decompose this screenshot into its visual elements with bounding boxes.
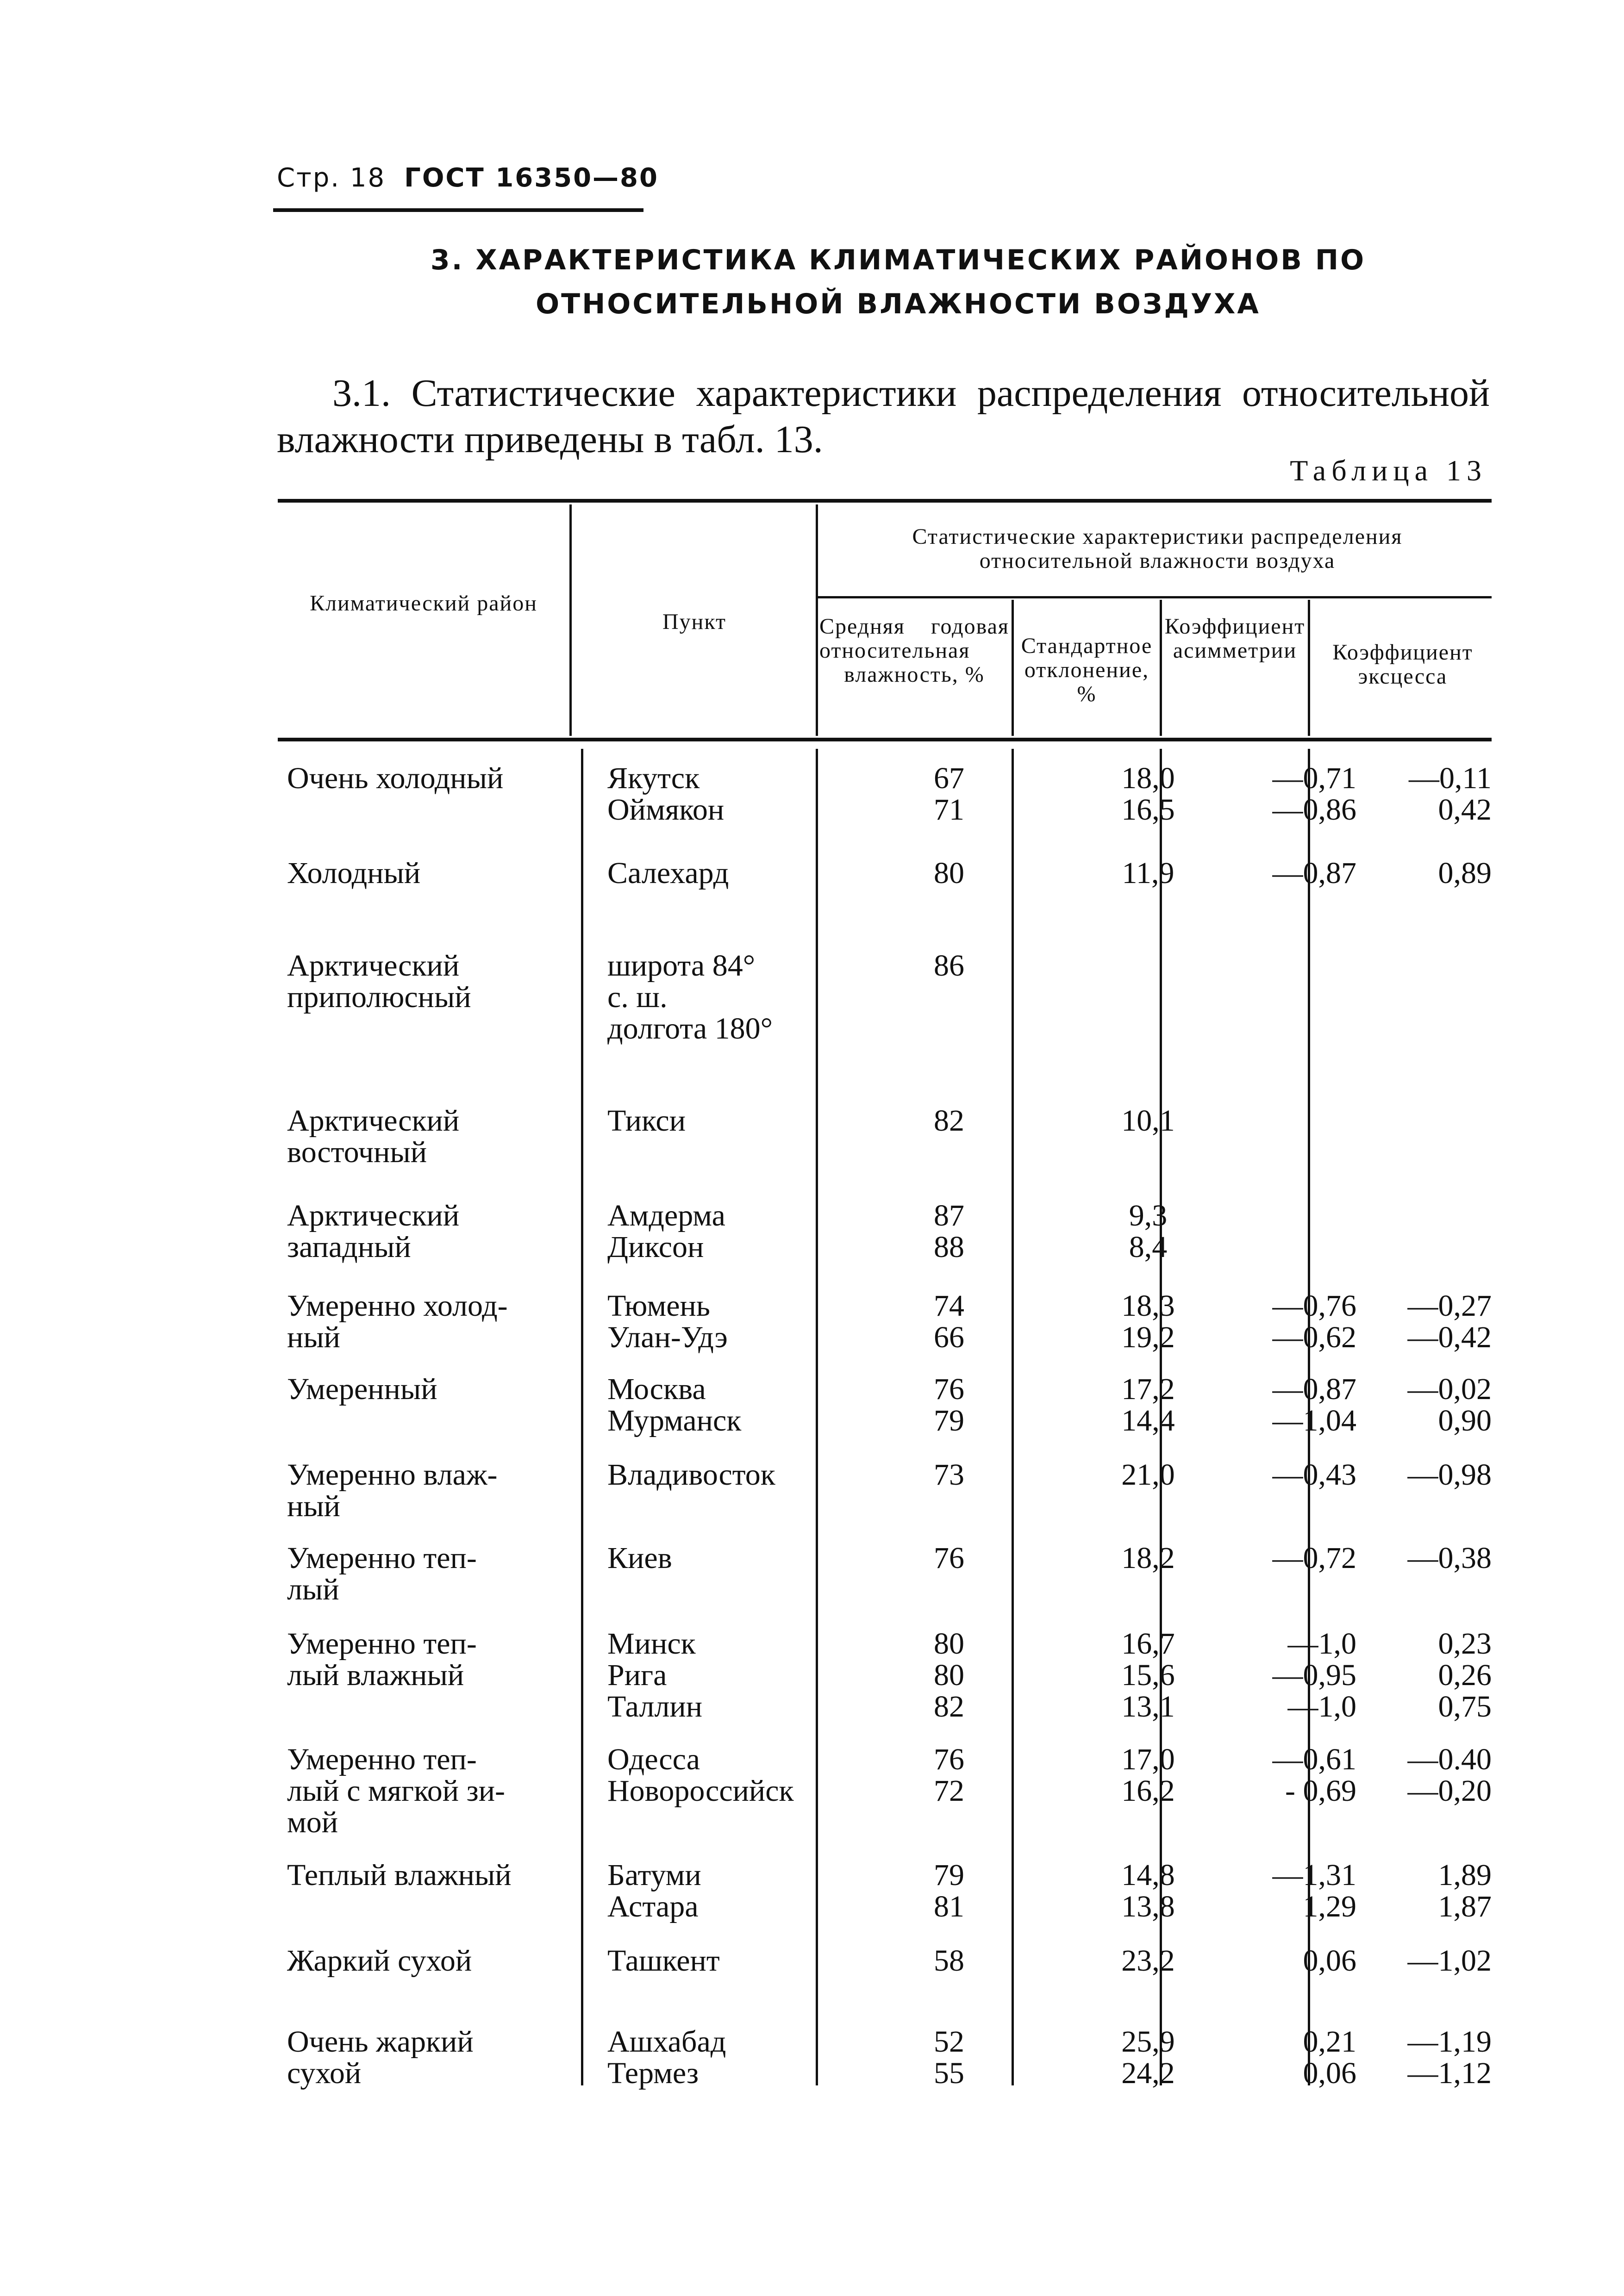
header-sd: Стандартное отклонение, % [1021, 634, 1153, 706]
cell-mean: 79 81 [934, 1858, 964, 1923]
cell-asym: —1,0 —0,95 —1,0 [1272, 1627, 1356, 1724]
cell-sd: 18,2 [1121, 1541, 1175, 1575]
header-asym: Коэффициент асимметрии [1164, 614, 1305, 663]
cell-mean: 52 55 [934, 2025, 964, 2090]
cell-exc: —0,27 —0,42 [1407, 1289, 1492, 1354]
cell-exc: —0,98 [1407, 1458, 1492, 1492]
cell-sd: 23,2 [1121, 1944, 1175, 1978]
paragraph-3-1: 3.1. Статистические характеристики распределения относительной влажности приведены в табл. 13. [277, 372, 1490, 461]
header-exc: Коэффициент эксцесса [1332, 640, 1473, 689]
cell-place: Минск Рига Таллин [607, 1627, 703, 1724]
cell-region: Умеренно теп- лый [287, 1541, 477, 1606]
cell-exc: —0,11 0,42 [1408, 761, 1492, 827]
cell-sd: 9,3 8,4 [1129, 1199, 1168, 1264]
cell-exc: —0.40 —0,20 [1407, 1742, 1492, 1808]
cell-exc: —1,19 —1,12 [1407, 2025, 1492, 2090]
cell-region: Умеренно теп- лый влажный [287, 1627, 477, 1692]
cell-place: Тюмень Улан-Удэ [607, 1289, 728, 1354]
header-divider [816, 504, 818, 736]
cell-region: Умеренно холод- ный [287, 1289, 508, 1354]
header-place: Пункт [662, 610, 726, 634]
cell-exc: —0,02 0,90 [1407, 1372, 1492, 1437]
cell-region: Жаркий сухой [287, 1944, 472, 1978]
cell-mean: 76 72 [934, 1742, 964, 1808]
page-number: Стр. 18 [277, 163, 386, 193]
cell-sd: 16,7 15,6 13,1 [1121, 1627, 1175, 1724]
cell-mean: 67 71 [934, 761, 964, 827]
header-divider [1308, 600, 1310, 736]
cell-asym: 0,06 [1303, 1944, 1356, 1978]
group-rule [816, 596, 1492, 598]
cell-place: Одесса Новороссийск [607, 1742, 794, 1808]
cell-mean: 86 [934, 949, 964, 983]
cell-asym: —0,71 —0,86 [1272, 761, 1356, 827]
cell-sd: 25,9 24,2 [1121, 2025, 1175, 2090]
cell-mean: 76 [934, 1541, 964, 1575]
header-divider [569, 504, 572, 736]
cell-place: Москва Мурманск [607, 1372, 742, 1437]
cell-asym: 0,21 0,06 [1303, 2025, 1356, 2090]
cell-place: Киев [607, 1541, 672, 1575]
cell-mean: 87 88 [934, 1199, 964, 1264]
cell-sd: 10,1 [1121, 1104, 1175, 1138]
cell-mean: 82 [934, 1104, 964, 1138]
cell-mean: 58 [934, 1944, 964, 1978]
cell-region: Теплый влажный [287, 1858, 512, 1892]
cell-exc: 1,89 1,87 [1438, 1858, 1492, 1923]
cell-region: Арктический западный [287, 1199, 460, 1264]
cell-place: Якутск Оймякон [607, 761, 725, 827]
body-divider [581, 749, 583, 2085]
cell-region: Арктический приполюсный [287, 949, 471, 1014]
header-group: Статистические характеристики распределения относительной влажности воздуха [912, 524, 1403, 573]
cell-exc: —1,02 [1407, 1944, 1492, 1978]
cell-place: Владивосток [607, 1458, 775, 1492]
cell-mean: 76 79 [934, 1372, 964, 1437]
cell-asym: —0,72 [1272, 1541, 1356, 1575]
cell-place: Батуми Астара [607, 1858, 701, 1923]
header-divider [1160, 600, 1162, 736]
cell-place: Салехард [607, 856, 729, 890]
cell-region: Умеренный [287, 1372, 437, 1406]
cell-exc: 0,23 0,26 0,75 [1438, 1627, 1492, 1724]
cell-place: широта 84° с. ш. долгота 180° [607, 949, 773, 1045]
cell-region: Очень жаркий сухой [287, 2025, 474, 2090]
cell-place: Ашхабад Термез [607, 2025, 726, 2090]
cell-region: Арктический восточный [287, 1104, 460, 1169]
cell-sd: 21,0 [1121, 1458, 1175, 1492]
standard-number: ГОСТ 16350—80 [404, 163, 659, 193]
cell-mean: 80 [934, 856, 964, 890]
cell-asym: —0,61 - 0,69 [1272, 1742, 1356, 1808]
cell-asym: —0,76 —0,62 [1272, 1289, 1356, 1354]
cell-exc: —0,38 [1407, 1541, 1492, 1575]
cell-place: Ташкент [607, 1944, 720, 1978]
cell-region: Холодный [287, 856, 421, 890]
header-mean: Средняя годовая относительная влажность, % [819, 614, 1009, 687]
cell-place: Амдерма Диксон [607, 1199, 725, 1264]
cell-region: Умеренно теп- лый с мягкой зи- мой [287, 1742, 505, 1839]
cell-mean: 74 66 [934, 1289, 964, 1354]
cell-sd: 17,0 16,2 [1121, 1742, 1175, 1808]
cell-region: Очень холодный [287, 761, 504, 795]
cell-asym: —0,87 [1272, 856, 1356, 890]
header-divider [1012, 600, 1014, 736]
cell-asym: —0,43 [1272, 1458, 1356, 1492]
header-rule [273, 208, 643, 212]
cell-asym: —0,87 —1,04 [1272, 1372, 1356, 1437]
table-label: Таблица 13 [1290, 454, 1487, 487]
section-title: 3. ХАРАКТЕРИСТИКА КЛИМАТИЧЕСКИХ РАЙОНОВ ПО ОТНОСИТЕЛЬНОЙ ВЛАЖНОСТИ ВОЗДУХА [430, 244, 1366, 320]
cell-sd: 14,8 13,8 [1121, 1858, 1175, 1923]
page-header [277, 163, 659, 193]
cell-mean: 80 80 82 [934, 1627, 964, 1724]
header-bottom-rule [278, 738, 1492, 741]
cell-sd: 18,3 19,2 [1121, 1289, 1175, 1354]
table-top-rule [278, 499, 1492, 503]
cell-sd: 17,2 14,4 [1121, 1372, 1175, 1437]
cell-asym: —1,31 1,29 [1272, 1858, 1356, 1923]
cell-sd: 18,0 16,5 [1121, 761, 1175, 827]
header-region: Климатический район [310, 591, 537, 616]
cell-exc: 0,89 [1438, 856, 1492, 890]
cell-place: Тикси [607, 1104, 686, 1138]
cell-sd: 11,9 [1122, 856, 1174, 890]
cell-mean: 73 [934, 1458, 964, 1492]
cell-region: Умеренно влаж- ный [287, 1458, 498, 1523]
